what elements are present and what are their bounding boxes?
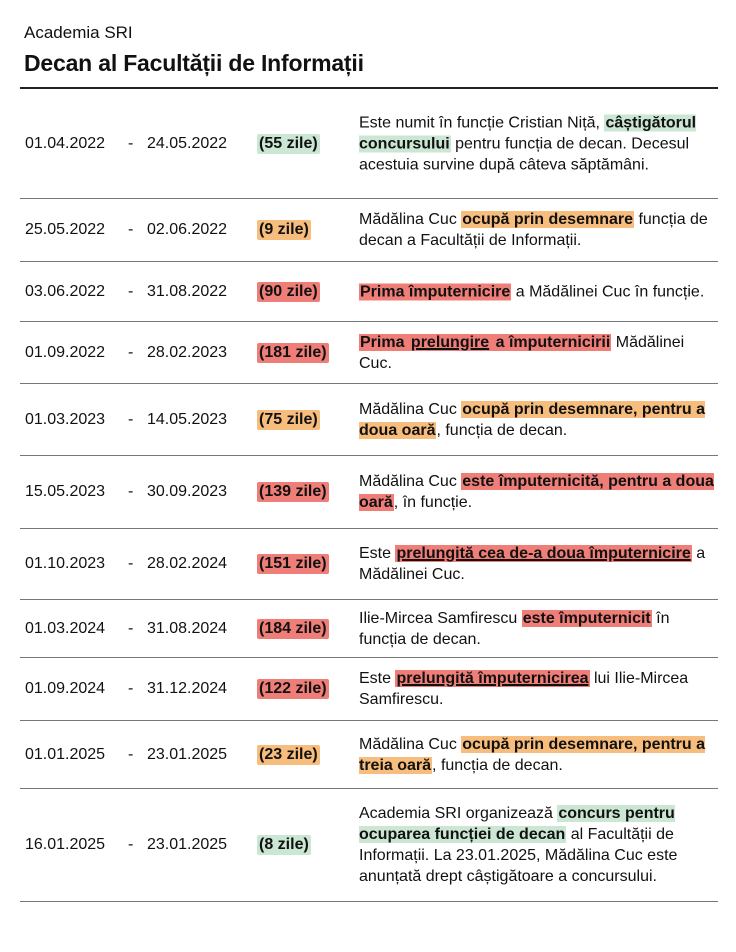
table-row [20, 262, 718, 322]
description-text: Mădălina Cuc [359, 211, 462, 228]
date-separator: - [128, 134, 134, 152]
description-text: , funcția de decan. [432, 756, 563, 774]
timeline-table [20, 87, 718, 902]
table-row [20, 529, 718, 600]
start-date: 01.10.2023 [25, 555, 106, 572]
duration-badge: (9 zile) [259, 221, 309, 238]
end-date: 28.02.2023 [147, 343, 228, 361]
highlighted-text: prelungită cea de-a doua împuternicire [396, 545, 691, 562]
description-text: pentru funcția de decan. Decesul acestuia survine după câteva săptămâni. [359, 135, 690, 173]
event-description [359, 543, 714, 585]
highlighted-text: ocupă prin desemnare, pentru a treia oară [359, 735, 706, 774]
table-row [20, 789, 718, 902]
duration-badge: (139 zile) [259, 483, 327, 500]
date-separator: - [128, 410, 134, 428]
end-date: 28.02.2024 [147, 555, 228, 572]
duration-badge: (75 zile) [259, 410, 318, 428]
end-date: 24.05.2022 [147, 134, 228, 152]
event-description [359, 471, 714, 513]
event-description [359, 112, 714, 175]
end-date: 23.01.2025 [147, 745, 228, 763]
duration-badge: (181 zile) [259, 343, 327, 361]
end-date: 02.06.2022 [147, 221, 228, 238]
date-separator: - [128, 745, 134, 763]
date-separator: - [128, 282, 134, 300]
description-text: în funcția de decan. [359, 609, 670, 648]
start-date: 01.04.2022 [25, 134, 106, 152]
description-text: , funcția de decan. [436, 421, 568, 439]
page-title: Decan al Facultății de Informații [24, 50, 364, 76]
event-description [359, 668, 714, 710]
description-text: Este numit în funcție Cristian Niță, [359, 114, 605, 131]
table-row [20, 199, 718, 262]
event-description [359, 734, 714, 776]
description-text: lui Ilie-Mircea Samfirescu. [359, 670, 689, 708]
description-text: Este [359, 545, 396, 562]
start-date: 16.01.2025 [25, 836, 106, 853]
start-date: 01.01.2025 [25, 745, 106, 763]
table-row [20, 721, 718, 789]
description-text: Ilie-Mircea Samfirescu [359, 609, 522, 627]
organization-name: Academia SRI [24, 23, 133, 42]
event-description [359, 332, 714, 374]
highlighted-text: câștigătorul concursului [359, 114, 697, 152]
table-row [20, 600, 718, 658]
table-row [20, 384, 718, 456]
end-date: 14.05.2023 [147, 410, 228, 428]
highlighted-text: ocupă prin desemnare, pentru a doua oară [359, 400, 706, 439]
description-text: Mădălina Cuc [359, 473, 462, 490]
table-row [20, 322, 718, 384]
start-date: 03.06.2022 [25, 282, 106, 300]
description-text: a Mădălinei Cuc în funcție. [511, 283, 705, 300]
date-separator: - [128, 836, 134, 853]
highlighted-text: este împuternicit [522, 609, 651, 627]
highlighted-text: prelungire [410, 333, 490, 351]
description-text: a Mădălinei Cuc. [359, 545, 706, 583]
date-separator: - [128, 619, 134, 637]
start-date: 01.09.2024 [25, 680, 106, 697]
duration-badge: (90 zile) [259, 282, 318, 300]
end-date: 23.01.2025 [147, 836, 228, 853]
description-text: funcția de decan a Facultății de Informații. [359, 211, 708, 249]
end-date: 31.12.2024 [147, 680, 228, 697]
start-date: 01.03.2024 [25, 619, 106, 637]
description-text: Academia SRI organizează [359, 805, 558, 822]
description-text: Este [359, 670, 396, 687]
duration-badge: (151 zile) [259, 555, 327, 572]
start-date: 01.03.2023 [25, 410, 106, 428]
start-date: 01.09.2022 [25, 343, 106, 361]
event-description [359, 209, 714, 251]
highlighted-text: prelungită împuternicirea [396, 670, 589, 687]
date-separator: - [128, 483, 134, 500]
highlighted-text: concurs pentru ocuparea funcției de decan [359, 805, 675, 843]
description-text: , în funcție. [393, 494, 473, 511]
description-text: Mădălina Cuc [359, 735, 462, 753]
event-description [359, 281, 714, 302]
date-separator: - [128, 343, 134, 361]
table-row [20, 89, 718, 199]
duration-badge: (184 zile) [259, 619, 327, 637]
duration-badge: (8 zile) [259, 836, 309, 853]
highlighted-text: este împuternicită, pentru a doua oară [359, 473, 714, 511]
event-description [359, 399, 714, 441]
date-separator: - [128, 555, 134, 572]
highlighted-text: Prima [360, 333, 409, 351]
date-separator: - [128, 680, 134, 697]
date-separator: - [128, 221, 134, 238]
description-text: al Facultății de Informații. La 23.01.2025, Mădălina Cuc este anunțată drept câștigătoare a concursului. [359, 826, 678, 885]
duration-badge: (122 zile) [259, 680, 327, 697]
start-date: 15.05.2023 [25, 483, 106, 500]
table-row [20, 658, 718, 721]
description-text: Mădălinei Cuc. [359, 333, 685, 372]
description-text: Mădălina Cuc [359, 400, 462, 418]
highlighted-text: a împuternicirii [491, 333, 611, 351]
end-date: 31.08.2024 [147, 619, 228, 637]
event-description [359, 803, 714, 887]
event-description [359, 608, 714, 650]
end-date: 30.09.2023 [147, 483, 228, 500]
table-row [20, 456, 718, 529]
start-date: 25.05.2022 [25, 221, 106, 238]
highlighted-text: ocupă prin desemnare [462, 211, 633, 228]
duration-badge: (55 zile) [259, 134, 318, 152]
duration-badge: (23 zile) [259, 745, 318, 763]
highlighted-text: Prima împuternicire [360, 283, 511, 300]
end-date: 31.08.2022 [147, 282, 228, 300]
